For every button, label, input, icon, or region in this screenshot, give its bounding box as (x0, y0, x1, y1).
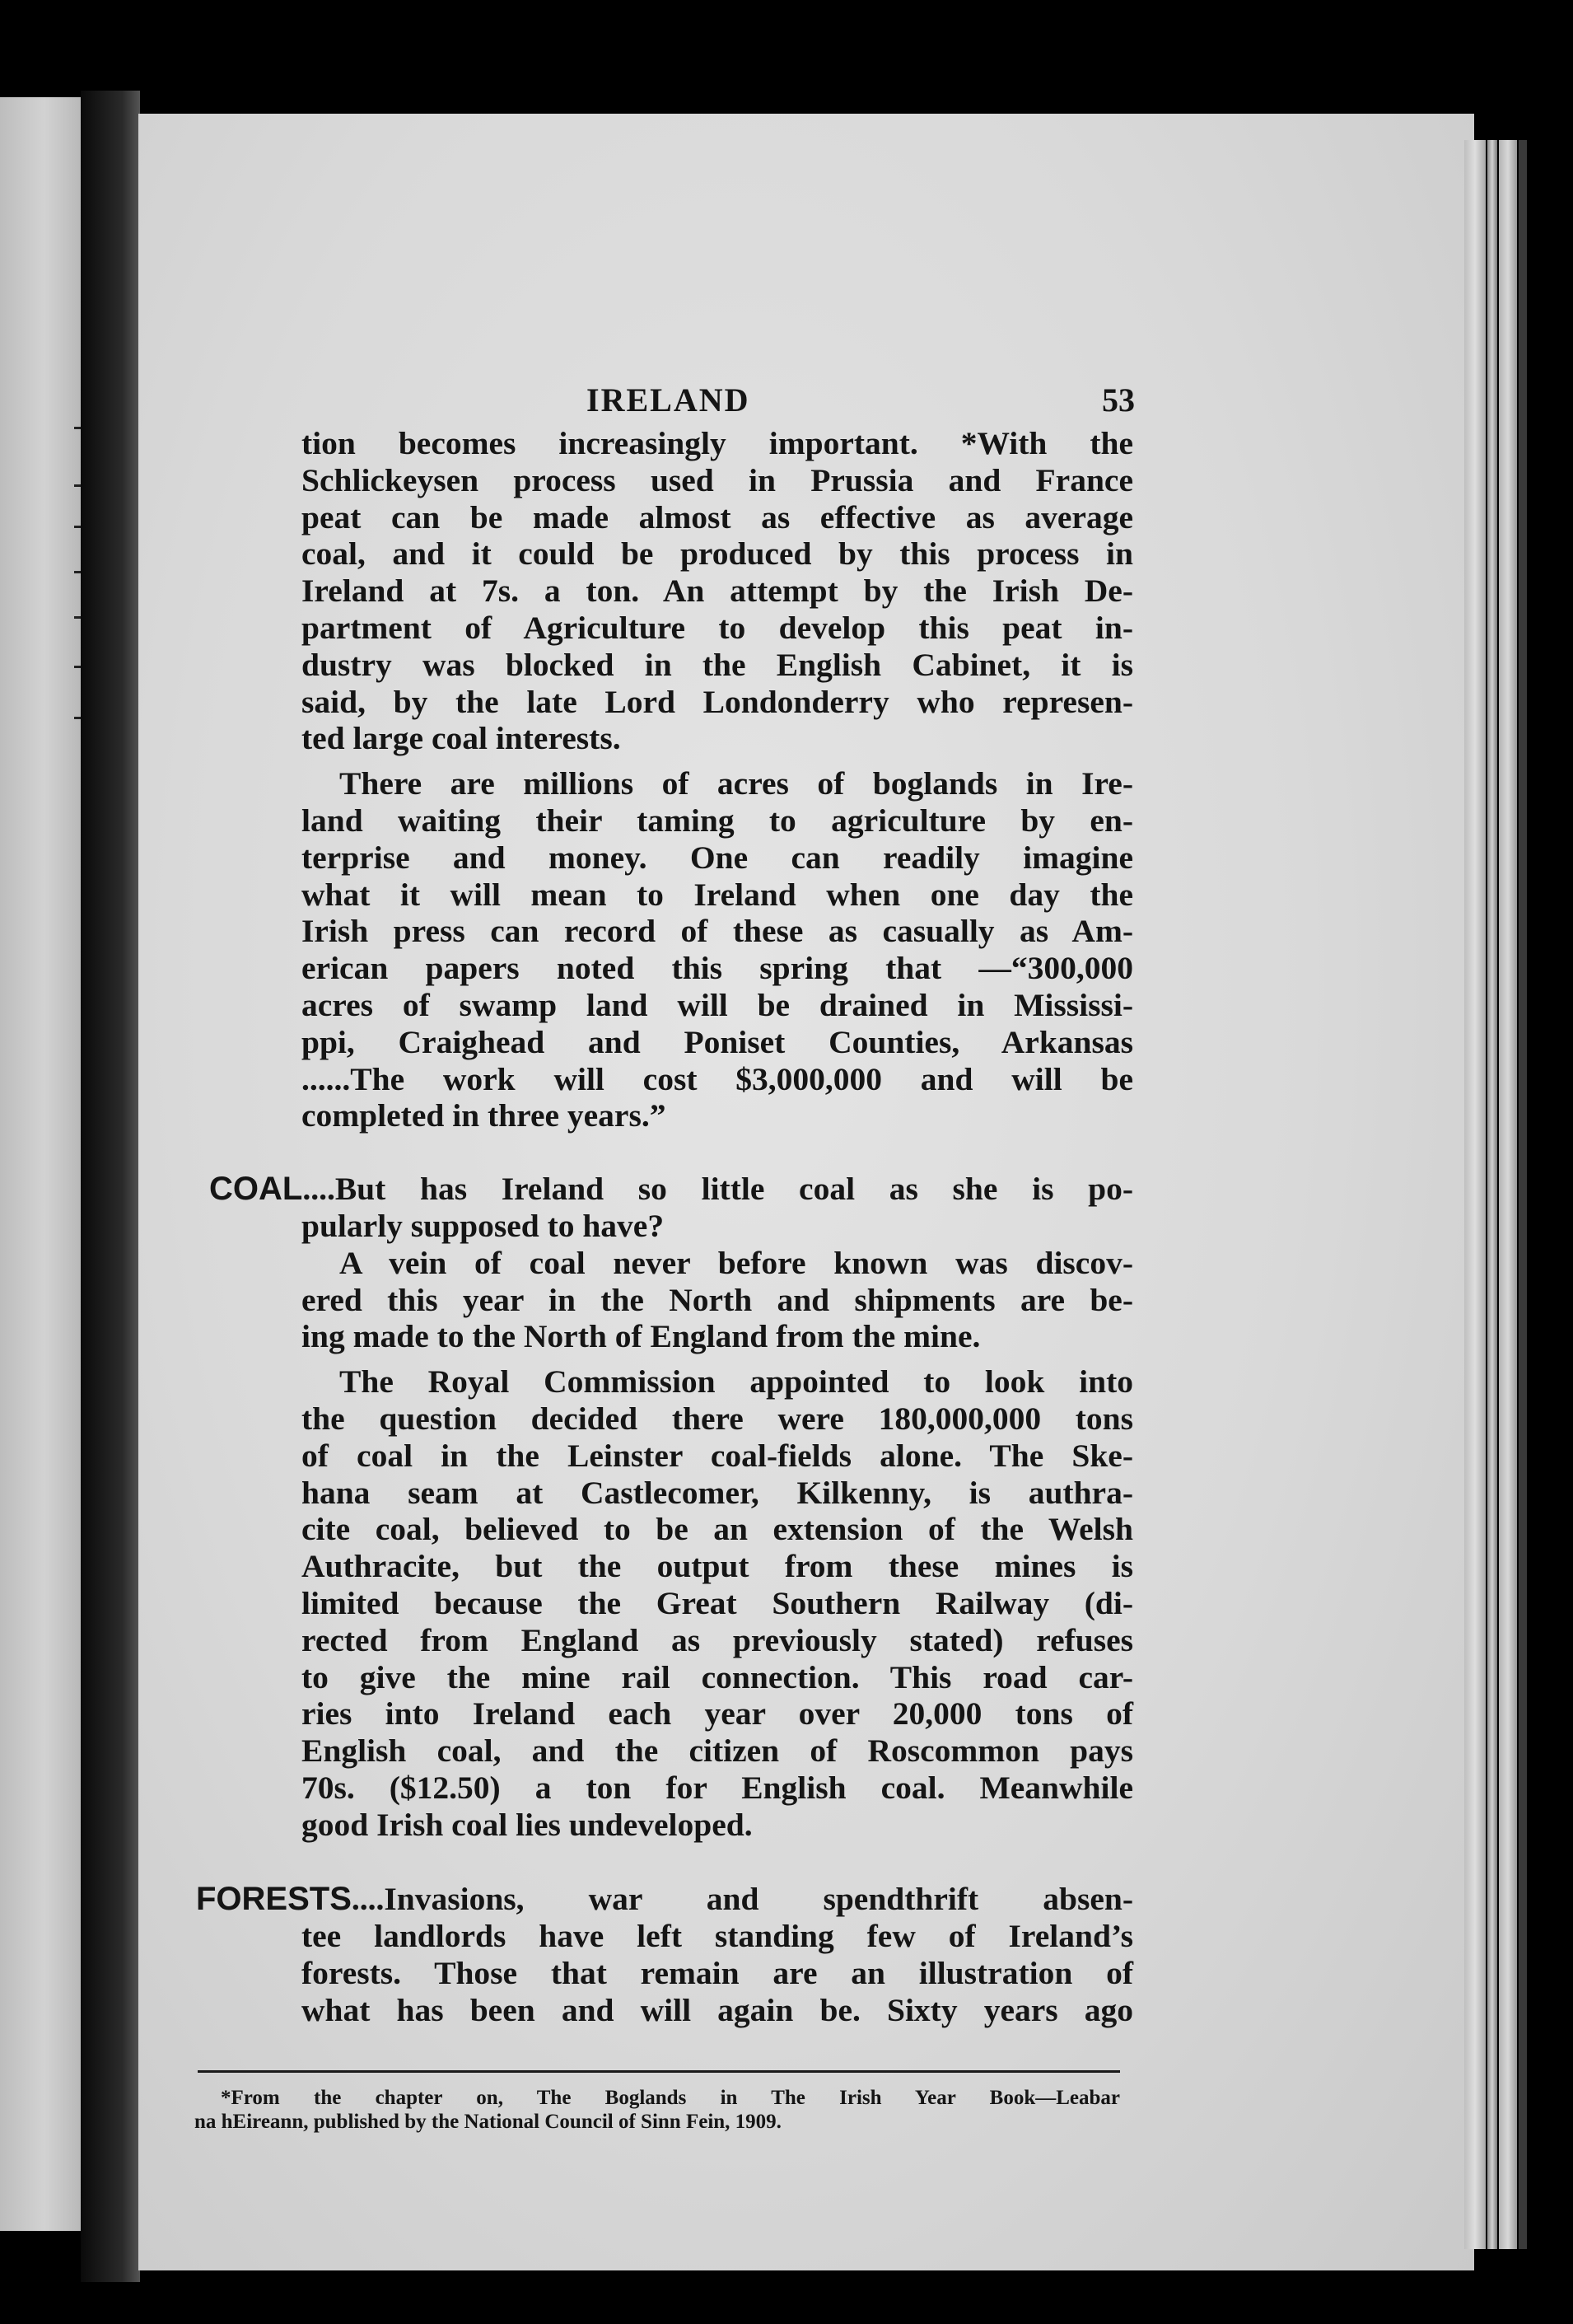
text-line: English coal, and the citizen of Roscommon pays (301, 1732, 1133, 1770)
text-line: completed in three years.” (301, 1097, 666, 1134)
text-line: ppi, Craighead and Poniset Counties, Arkansas (301, 1023, 1133, 1060)
text-line: ered this year in the North and shipments are be- (301, 1281, 1133, 1318)
page-edge (1487, 140, 1497, 2249)
text-line: erican papers noted this spring that —“300,000 (301, 950, 1133, 987)
text-line: ......The work will cost $3,000,000 and will be (301, 1060, 1133, 1097)
page-edge (1464, 140, 1486, 2249)
text-line: acres of swamp land will be drained in Mississi- (301, 986, 1133, 1023)
text-line: dustry was blocked in the English Cabinet, it is (301, 646, 1133, 683)
heading-dots: .... (302, 1171, 335, 1208)
running-head: IRELAND (586, 381, 750, 419)
text-line: cite coal, believed to be an extension of the Welsh (301, 1511, 1133, 1548)
footnote-line: na hEireann, published by the National Council of Sinn Fein, 1909. (194, 2111, 782, 2133)
text-line: rected from England as previously stated) refuses (301, 1621, 1133, 1658)
coal-heading-line (209, 1171, 1133, 1208)
text-line: coal, and it could be produced by this process in (301, 535, 1133, 573)
text-line: peat can be made almost as effective as average (301, 498, 1133, 535)
text-line: to give the mine rail connection. This road car- (301, 1658, 1133, 1695)
text-line: There are millions of acres of boglands in Ire- (339, 765, 1133, 802)
text-line: hana seam at Castlecomer, Kilkenny, is authra- (301, 1474, 1133, 1511)
text-line: Authracite, but the output from these mines is (301, 1548, 1133, 1585)
text-line: Ireland at 7s. a ton. An attempt by the Irish De- (301, 573, 1133, 610)
page-edge (1519, 140, 1527, 2249)
text-line: limited because the Great Southern Railway (di- (301, 1584, 1133, 1621)
footnote (194, 2086, 1120, 2134)
forests-heading-line (196, 1881, 1133, 1918)
text-line: 70s. ($12.50) a ton for English coal. Meanwhile (301, 1769, 1133, 1806)
text-line: the question decided there were 180,000,000 tons (301, 1400, 1133, 1437)
text-line: what it will mean to Ireland when one day the (301, 876, 1133, 913)
section-heading-coal: COAL (209, 1171, 303, 1208)
text-line: pularly supposed to have? (301, 1207, 665, 1244)
text-line: land waiting their taming to agriculture by en- (301, 802, 1133, 839)
text-line: said, by the late Lord Londonderry who represen- (301, 683, 1133, 720)
text-line: of coal in the Leinster coal-fields alone. The Ske- (301, 1437, 1133, 1474)
page-body (196, 425, 1133, 2029)
book-gutter (81, 91, 140, 2282)
text-line: ries into Ireland each year over 20,000 tons of (301, 1695, 1133, 1732)
text-line: Schlickeysen process used in Prussia and France (301, 461, 1133, 498)
text-line: partment of Agriculture to develop this peat in- (301, 609, 1133, 646)
text-line: Irish press can record of these as casually as Am- (301, 913, 1133, 950)
text-line: The Royal Commission appointed to look into (339, 1363, 1133, 1400)
text-line: ted large coal interests. (301, 720, 621, 757)
text-line: terprise and money. One can readily imagine (301, 839, 1133, 876)
page-edge (1499, 140, 1517, 2249)
text-line: what has been and will again be. Sixty years ago (301, 1991, 1133, 2028)
heading-line-text: But has Ireland so little coal as she is po- (334, 1171, 1133, 1208)
footnote-line: *From the chapter on, The Boglands in The Irish Year Book—Leabar (221, 2087, 1120, 2109)
section-heading-forests: FORESTS (196, 1881, 352, 1918)
footnote-rule (198, 2070, 1120, 2073)
text-line: ing made to the North of England from the mine. (301, 1318, 981, 1355)
text-line: forests. Those that remain are an illustration of (301, 1955, 1133, 1992)
text-line: tion becomes increasingly important. *With the (301, 425, 1133, 461)
text-line: good Irish coal lies undeveloped. (301, 1806, 753, 1843)
heading-dots: .... (351, 1881, 385, 1918)
page-number: 53 (1102, 381, 1135, 419)
text-line: tee landlords have left standing few of Ireland’s (301, 1918, 1133, 1955)
heading-line-text: Invasions, war and spendthrift absen- (384, 1881, 1133, 1918)
facing-page-edge (0, 97, 81, 2231)
text-line: A vein of coal never before known was discov- (339, 1244, 1133, 1281)
